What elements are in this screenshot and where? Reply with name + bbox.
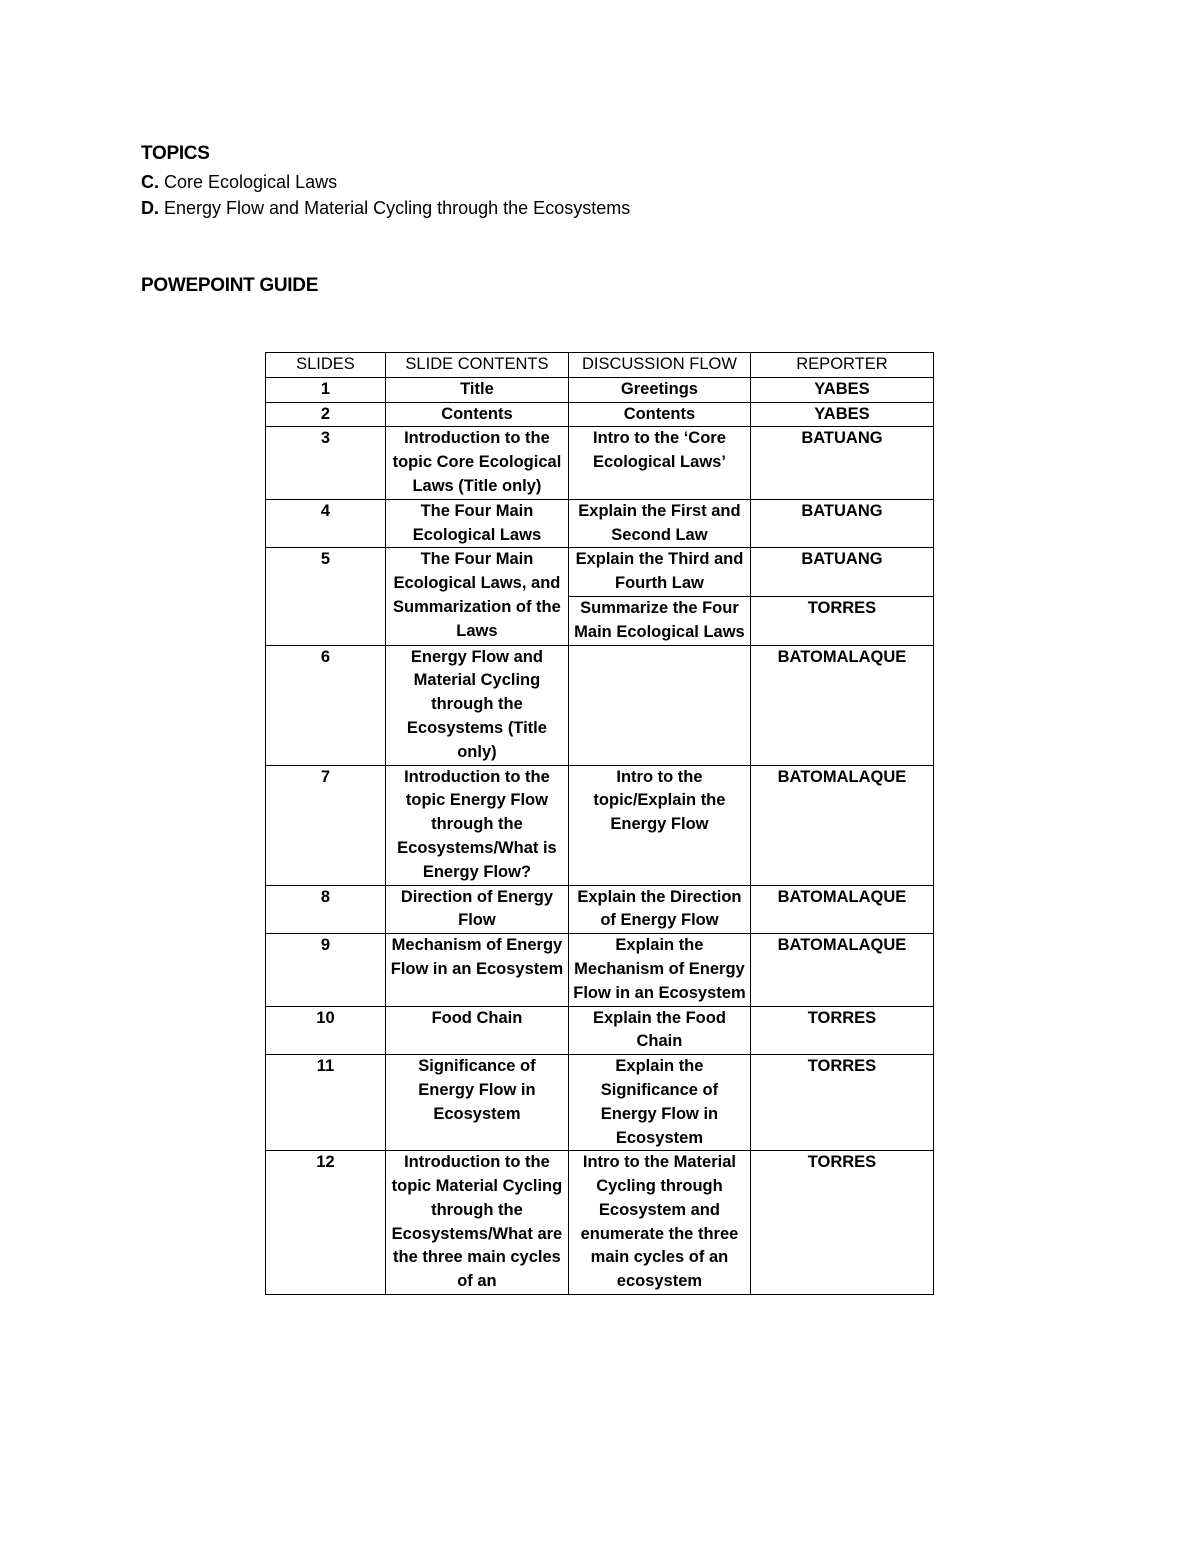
- cell-slide-contents: Introduction to the topic Material Cycling through the Ecosystems/What are the three main cycles of an: [385, 1151, 568, 1295]
- cell-slide-contents: Introduction to the topic Core Ecological Laws (Title only): [385, 427, 568, 499]
- guide-heading: POWEPOINT GUIDE: [141, 275, 319, 296]
- cell-reporter: BATUANG: [750, 427, 933, 499]
- cell-discussion-flow: Summarize the Four Main Ecological Laws: [568, 596, 750, 645]
- cell-slide-contents: Mechanism of Energy Flow in an Ecosystem: [385, 934, 568, 1006]
- cell-reporter: YABES: [750, 377, 933, 402]
- topics-heading: TOPICS: [141, 143, 210, 164]
- cell-reporter: BATOMALAQUE: [750, 765, 933, 885]
- cell-slide-number: 4: [266, 499, 386, 548]
- table-row: [266, 1006, 934, 1055]
- cell-slide-contents: Food Chain: [385, 1006, 568, 1055]
- table-row: [266, 402, 934, 427]
- cell-slide-number: 6: [266, 645, 386, 765]
- cell-reporter: TORRES: [750, 1006, 933, 1055]
- table-row: [266, 548, 934, 597]
- cell-slide-contents: Direction of Energy Flow: [385, 885, 568, 934]
- header-discussion-flow: DISCUSSION FLOW: [568, 353, 750, 378]
- cell-slide-number: 5: [266, 548, 386, 645]
- topic-item-d: [141, 198, 630, 219]
- cell-discussion-flow: Greetings: [568, 377, 750, 402]
- table-row: [266, 645, 934, 765]
- table-row: [266, 934, 934, 1006]
- cell-discussion-flow: Intro to the ‘Core Ecological Laws’: [568, 427, 750, 499]
- cell-slide-contents: Significance of Energy Flow in Ecosystem: [385, 1055, 568, 1151]
- cell-slide-contents: Energy Flow and Material Cycling through the Ecosystems (Title only): [385, 645, 568, 765]
- cell-slide-number: 7: [266, 765, 386, 885]
- header-slide-contents: SLIDE CONTENTS: [385, 353, 568, 378]
- table-row: [266, 765, 934, 885]
- cell-slide-contents: The Four Main Ecological Laws: [385, 499, 568, 548]
- header-reporter: REPORTER: [750, 353, 933, 378]
- table-row: [266, 1055, 934, 1151]
- cell-reporter: YABES: [750, 402, 933, 427]
- cell-reporter: BATUANG: [750, 548, 933, 597]
- cell-reporter: BATOMALAQUE: [750, 645, 933, 765]
- cell-slide-number: 9: [266, 934, 386, 1006]
- cell-discussion-flow: Intro to the topic/Explain the Energy Flow: [568, 765, 750, 885]
- header-slides: SLIDES: [266, 353, 386, 378]
- cell-discussion-flow: Explain the Third and Fourth Law: [568, 548, 750, 597]
- cell-discussion-flow: Contents: [568, 402, 750, 427]
- topic-item-c: [141, 172, 337, 193]
- cell-discussion-flow: Explain the Mechanism of Energy Flow in an Ecosystem: [568, 934, 750, 1006]
- cell-slide-number: 3: [266, 427, 386, 499]
- cell-reporter: BATOMALAQUE: [750, 934, 933, 1006]
- topic-letter: C.: [141, 172, 159, 192]
- cell-reporter: BATUANG: [750, 499, 933, 548]
- table-header-row: [266, 353, 934, 378]
- cell-reporter: TORRES: [750, 1151, 933, 1295]
- cell-discussion-flow: Explain the Food Chain: [568, 1006, 750, 1055]
- topic-text: Energy Flow and Material Cycling through the Ecosystems: [159, 198, 631, 218]
- cell-slide-number: 11: [266, 1055, 386, 1151]
- cell-slide-number: 10: [266, 1006, 386, 1055]
- cell-discussion-flow: Explain the First and Second Law: [568, 499, 750, 548]
- table-row: [266, 1151, 934, 1295]
- powerpoint-guide-table: [265, 352, 934, 1295]
- cell-discussion-flow: Intro to the Material Cycling through Ecosystem and enumerate the three main cycles of an ecosystem: [568, 1151, 750, 1295]
- cell-reporter: TORRES: [750, 1055, 933, 1151]
- topic-text: Core Ecological Laws: [159, 172, 338, 192]
- cell-slide-contents: Title: [385, 377, 568, 402]
- table-row: [266, 885, 934, 934]
- cell-slide-contents: Introduction to the topic Energy Flow through the Ecosystems/What is Energy Flow?: [385, 765, 568, 885]
- cell-reporter: BATOMALAQUE: [750, 885, 933, 934]
- table-row: [266, 377, 934, 402]
- table-row: [266, 499, 934, 548]
- cell-reporter: TORRES: [750, 596, 933, 645]
- cell-slide-number: 1: [266, 377, 386, 402]
- cell-slide-contents: Contents: [385, 402, 568, 427]
- cell-slide-number: 8: [266, 885, 386, 934]
- cell-slide-number: 2: [266, 402, 386, 427]
- cell-discussion-flow: Explain the Significance of Energy Flow in Ecosystem: [568, 1055, 750, 1151]
- cell-discussion-flow: Explain the Direction of Energy Flow: [568, 885, 750, 934]
- cell-slide-contents: The Four Main Ecological Laws, and Summarization of the Laws: [385, 548, 568, 645]
- table-row: [266, 427, 934, 499]
- cell-discussion-flow: [568, 645, 750, 765]
- cell-slide-number: 12: [266, 1151, 386, 1295]
- topic-letter: D.: [141, 198, 159, 218]
